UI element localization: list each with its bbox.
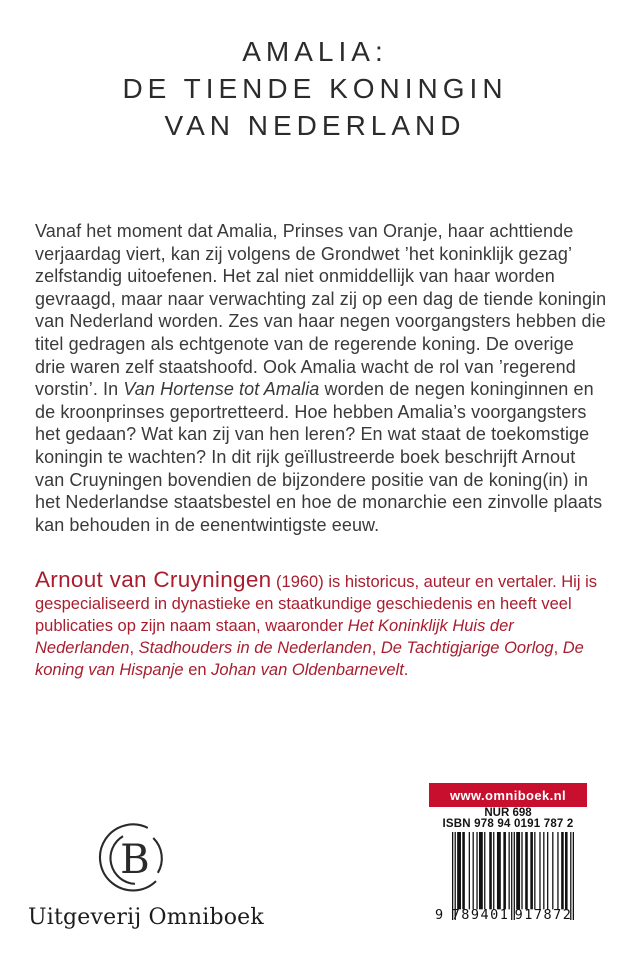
publisher-name: Uitgeverij Omniboek xyxy=(28,905,264,930)
book-title xyxy=(0,33,630,144)
nur-code: NUR 698 xyxy=(484,807,532,819)
website-url: www.omniboek.nl xyxy=(449,787,567,803)
barcode-digit-group-1: 9 xyxy=(435,907,444,923)
book-title-line-3: VAN NEDERLAND xyxy=(164,110,466,141)
publisher-logo-icon xyxy=(88,816,180,904)
barcode-digit-group-3: 917872 xyxy=(514,907,573,923)
synopsis-paragraph: Vanaf het moment dat Amalia, Prinses van Oranje, haar achttiende verjaardag viert, kan zij volgens de Grondwet ’het koninklijk gezag’ zelfstandig uitoefenen. Het zal niet onmiddellijk van haar worden gevraagd, maar naar verwachting zal zij op een dag de tiende koningin van Nederland worden. Zes van haar negen voorgangsters hebben die titel gedragen als echtgenote van de regerende koning. De overige drie waren zelf staatshoofd. Ook Amalia wacht de rol van ’regerend vorstin’. In Van Hortense tot Amalia worden de negen koninginnen en de kroonprinses geportretteerd. Hoe hebben Amalia’s voorgangsters het gedaan? Wat kan zij van hen leren? En wat staat de toekomstige koningin te wachten? In dit rijk geïllustreerde boek beschrijft Arnout van Cruyningen bovendien de bijzondere positie van de koning(in) in het Nederlandse staatsbestel en hoe de monarchie een zinvolle plaats kan behouden in de eenentwintigste eeuw. xyxy=(35,221,607,535)
book-title-line-2: DE TIENDE KONINGIN xyxy=(122,73,508,104)
book-title-line-1: AMALIA: xyxy=(242,36,388,67)
barcode-digits xyxy=(435,907,577,923)
website-banner xyxy=(429,783,587,807)
publisher-logo-letter: B xyxy=(120,835,150,883)
author-bio: Arnout van Cruyningen (1960) is historicus, auteur en vertaler. Hij is gespecialiseerd in dynastieke en staatkundige geschiedenis en heeft veel publicaties op zijn naam staan, waaronder Het Koninklijk Huis der Nederlanden, Stadhouders in de Nederlanden, De Tachtigjarige Oorlog, De koning van Hispanje en Johan van Oldenbarnevelt. xyxy=(35,566,598,679)
barcode-digit-group-2: 789401 xyxy=(451,907,510,923)
isbn-number: ISBN 978 94 0191 787 2 xyxy=(442,818,574,830)
publisher-block xyxy=(28,816,264,930)
